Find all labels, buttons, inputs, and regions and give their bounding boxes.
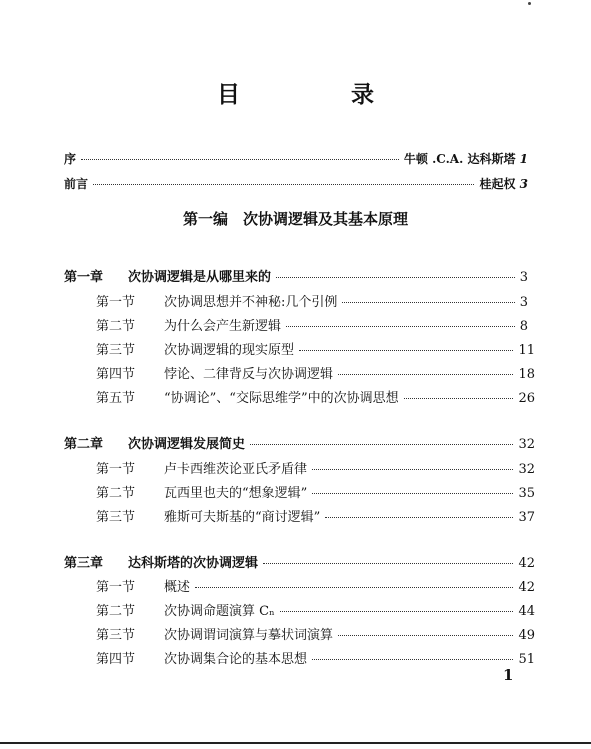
section-number: 第一节 [96, 580, 136, 595]
leader-dots [325, 517, 513, 518]
scan-speck [528, 2, 531, 5]
section-number: 第一节 [96, 462, 136, 477]
page-title: 目 录 [217, 82, 418, 108]
toc-section[interactable] [96, 506, 535, 525]
section-number: 第二节 [96, 604, 136, 619]
toc-section[interactable] [96, 315, 528, 334]
section-page: 3 [519, 295, 528, 310]
leader-dots [280, 611, 514, 612]
section-title: 概述 [164, 580, 191, 595]
section-number: 第一节 [96, 295, 136, 310]
section-title: 次协调逻辑的现实原型 [164, 343, 295, 358]
section-number: 第二节 [96, 319, 136, 334]
leader-dots [286, 326, 515, 327]
leader-dots [263, 563, 513, 564]
section-number: 第三节 [96, 628, 136, 643]
chapter-number: 第二章 [64, 437, 104, 452]
section-number: 第三节 [96, 510, 136, 525]
chapter-label [64, 433, 245, 452]
chapter-page: 32 [518, 437, 535, 452]
leader-dots [404, 398, 514, 399]
section-page: 37 [518, 510, 535, 525]
section-page: 8 [519, 319, 528, 334]
chapter-label [64, 266, 271, 285]
section-title: 次协调谓词演算与摹状词演算 [164, 628, 334, 643]
section-title: 瓦西里也夫的“想象逻辑” [164, 486, 308, 501]
chapter-title: 次协调逻辑发展简史 [128, 437, 246, 452]
leader-dots [338, 635, 513, 636]
section-number: 第三节 [96, 343, 136, 358]
section-page: 51 [518, 652, 535, 667]
toc-section[interactable] [96, 291, 528, 310]
section-page: 49 [518, 628, 535, 643]
leader-dots [93, 184, 474, 185]
leader-dots [299, 350, 513, 351]
section-page: 26 [518, 391, 535, 406]
toc-entry-label: 前言 [64, 177, 89, 191]
section-number: 第四节 [96, 367, 136, 382]
section-page: 11 [518, 343, 535, 358]
section-number: 第二节 [96, 486, 136, 501]
toc-section[interactable] [96, 339, 535, 358]
section-title: 悖论、二律背反与次协调逻辑 [164, 367, 334, 382]
chapter-number: 第三章 [64, 556, 104, 571]
leader-dots [312, 493, 513, 494]
leader-dots [195, 587, 513, 588]
leader-dots [276, 277, 515, 278]
toc-entry-author: 桂起权 [479, 177, 516, 191]
bottom-border [0, 742, 591, 744]
section-title: 卢卡西维茨论亚氏矛盾律 [164, 462, 308, 477]
toc-front-preface[interactable] [64, 150, 528, 167]
section-title: 雅斯可夫斯基的“商讨逻辑” [164, 510, 321, 525]
toc-section[interactable] [96, 576, 535, 595]
toc-section[interactable] [96, 600, 535, 619]
toc-entry-author-page [404, 150, 528, 167]
chapter-title: 达科斯塔的次协调逻辑 [128, 556, 259, 571]
toc-chapter-2[interactable] [64, 433, 535, 452]
toc-front-foreword[interactable] [64, 175, 528, 192]
toc-entry-author: 牛顿 .C.A. 达科斯塔 [403, 152, 516, 166]
chapter-number: 第一章 [64, 270, 104, 285]
toc-section[interactable] [96, 387, 535, 406]
section-page: 42 [518, 580, 535, 595]
part-title: 第一编 次协调逻辑及其基本原理 [182, 210, 408, 228]
leader-dots [250, 444, 513, 445]
toc-entry-author-page [479, 175, 528, 192]
chapter-page: 3 [519, 270, 528, 285]
section-number: 第四节 [96, 652, 136, 667]
leader-dots [81, 159, 399, 160]
leader-dots [312, 659, 513, 660]
toc-entry-page: 1 [519, 152, 528, 166]
leader-dots [342, 302, 514, 303]
toc-section[interactable] [96, 624, 535, 643]
leader-dots [338, 374, 513, 375]
toc-section[interactable] [96, 648, 535, 667]
leader-dots [312, 469, 513, 470]
chapter-title: 次协调逻辑是从哪里来的 [128, 270, 272, 285]
toc-entry-label: 序 [64, 152, 77, 166]
section-title: 次协调思想并不神秘:几个引例 [164, 295, 338, 310]
toc-section[interactable] [96, 458, 535, 477]
section-page: 32 [518, 462, 535, 477]
toc-chapter-3[interactable] [64, 552, 535, 571]
section-page: 35 [518, 486, 535, 501]
section-title: 次协调命题演算 Cₙ [164, 604, 275, 619]
section-title: “协调论”、“交际思维学”中的次协调思想 [164, 391, 399, 406]
section-page: 44 [518, 604, 535, 619]
section-number: 第五节 [96, 391, 136, 406]
chapter-label [64, 552, 258, 571]
chapter-page: 42 [518, 556, 535, 571]
toc-entry-page: 3 [519, 177, 528, 191]
section-title: 次协调集合论的基本思想 [164, 652, 308, 667]
page-number: 1 [503, 666, 514, 684]
toc-section[interactable] [96, 482, 535, 501]
section-title: 为什么会产生新逻辑 [164, 319, 282, 334]
section-page: 18 [518, 367, 535, 382]
toc-section[interactable] [96, 363, 535, 382]
toc-chapter-1[interactable] [64, 266, 528, 285]
